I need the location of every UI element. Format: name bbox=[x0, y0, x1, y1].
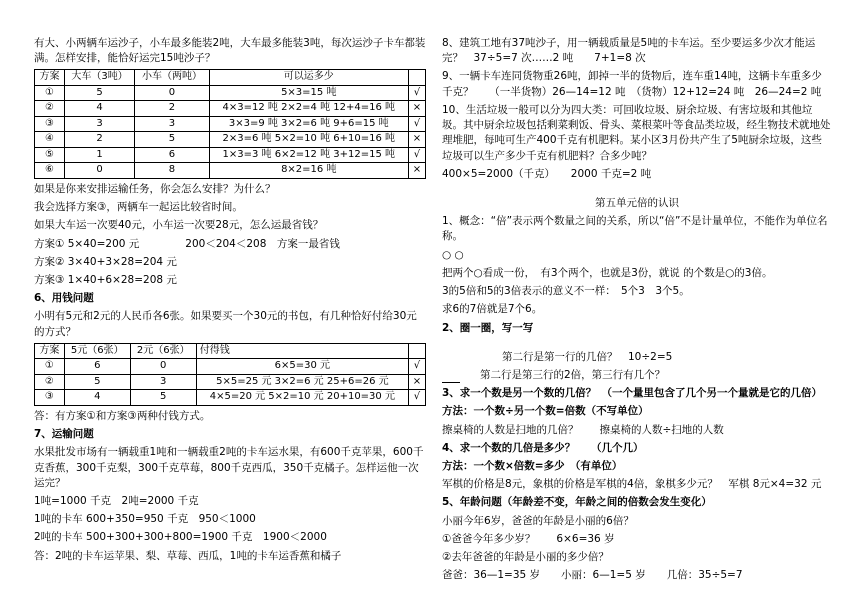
section-3-method: 方法：一个数÷另一个数=倍数（不写单位） bbox=[442, 405, 649, 418]
table-row bbox=[35, 390, 426, 406]
table-cell: × bbox=[408, 132, 425, 148]
table-cell: 4×5=20 元 5×2=10 元 20+10=30 元 bbox=[196, 390, 408, 406]
left-column bbox=[34, 36, 426, 567]
section-3-example: 擦桌椅的人数是扫地的几倍？ 擦桌椅的人数÷扫地的人数 bbox=[442, 423, 724, 436]
table-cell: 1×3=3 吨 6×2=12 吨 3+12=15 吨 bbox=[209, 147, 408, 163]
money-heading: 6、用钱问题 bbox=[34, 292, 94, 305]
cost-plan-2: 方案② 3×40+3×28=204 元 bbox=[34, 255, 177, 268]
table-cell: ① bbox=[35, 85, 65, 101]
table-cell: √ bbox=[408, 116, 425, 132]
cost-compare: 200＜204＜208 方案一最省钱 bbox=[185, 237, 340, 250]
section-5-line-3: ②去年爸爸的年龄是小丽的多少倍？ bbox=[442, 551, 609, 564]
transport-question: 水果批发市场有一辆载重1吨和一辆载重2吨的卡车运水果，有600千克苹果，600千克香蕉，300千克梨，300千克草莓，800千克西瓜，350千克橘子。怎样运他一次运完？ bbox=[34, 446, 424, 489]
intro-text: 有大、小两辆车运沙子，小车最多能装2吨，大车最多能装3吨，每次运沙子卡车都装满。怎样安排，能恰好运完15吨沙子？ bbox=[34, 37, 426, 65]
table-row bbox=[35, 163, 426, 179]
table-cell: 3 bbox=[135, 116, 209, 132]
table-cell: √ bbox=[408, 147, 425, 163]
table-header bbox=[408, 70, 425, 86]
table-cell: 0 bbox=[64, 163, 134, 179]
money-plan-table bbox=[34, 343, 426, 406]
cost-plan-3: 方案③ 1×40+6×28=208 元 bbox=[34, 274, 177, 287]
circle-q2-line bbox=[442, 368, 832, 383]
question-8: 8、建筑工地有37吨沙子，用一辆载质量是5吨的卡车运。至少要运多少次才能运完？ 37÷5=7 次……2 吨 7+1=8 次 bbox=[442, 37, 816, 65]
table-cell: √ bbox=[408, 85, 425, 101]
table-cell: 4 bbox=[64, 101, 134, 117]
concept-text: 1、概念：“倍”表示两个数量之间的关系，所以“倍”不是计量单位，不能作为单位名称。 bbox=[442, 215, 828, 243]
table-cell: 5×3=15 吨 bbox=[209, 85, 408, 101]
transport-answer: 答：2吨的卡车运苹果、梨、草莓、西瓜，1吨的卡车运香蕉和橘子 bbox=[34, 549, 342, 562]
section-4-example: 军棋的价格是8元，象棋的价格是军棋的4倍，象棋多少元？ 军棋 8元×4=32 元 bbox=[442, 478, 822, 491]
table-header: 大车（3吨） bbox=[64, 70, 134, 86]
table-cell: 2×3=6 吨 5×2=10 吨 6+10=16 吨 bbox=[209, 132, 408, 148]
circle-q1: 第二行是第一行的几倍？ 10÷2=5 bbox=[502, 350, 673, 363]
truck-plan-table bbox=[34, 69, 426, 179]
concept-line-1: 把两个○看成一份， 有3个两个，也就是3份，就说 的个数是○的3倍。 bbox=[442, 266, 773, 279]
table-cell: √ bbox=[408, 390, 425, 406]
concept-line-2: 3的5倍和5的3倍表示的意义不一样： 5个3 3个5。 bbox=[442, 285, 690, 298]
money-question: 小明有5元和2元的人民币各6张。如果要买一个30元的书包，有几种恰好付给30元的方式？ bbox=[34, 310, 417, 338]
table-cell: 6×5=30 元 bbox=[196, 359, 408, 375]
transport-line-3: 2吨的卡车 500+300+300+800=1900 千克 1900＜2000 bbox=[34, 531, 327, 544]
table-cell: 2 bbox=[135, 101, 209, 117]
table-header: 方案 bbox=[35, 343, 65, 359]
table-cell: 5 bbox=[64, 374, 130, 390]
transport-line-2: 1吨的卡车 600+350=950 千克 950＜1000 bbox=[34, 513, 256, 526]
cost-plan-1: 方案① 5×40=200 元 bbox=[34, 237, 140, 250]
table-cell: 4 bbox=[64, 390, 130, 406]
table-cell: ③ bbox=[35, 390, 65, 406]
table-row bbox=[35, 147, 426, 163]
table-cell: × bbox=[408, 101, 425, 117]
section-5-line-2: ①爸爸今年多少岁？ 6×6=36 岁 bbox=[442, 532, 615, 545]
arrange-question: 如果是你来安排运输任务，你会怎么安排？为什么？ bbox=[34, 182, 276, 195]
table-cell: × bbox=[408, 374, 425, 390]
question-10: 10、生活垃圾一般可以分为四大类：可回收垃圾、厨余垃圾、有害垃圾和其他垃圾。其中厨余垃圾包括剩菜剩饭、骨头、菜根菜叶等食品类垃圾，经生物技术就地处理堆肥，每吨可生产400千克有机肥料。某小区3月份共产生了5吨厨余垃圾，这些垃圾可以生产多少千克有机肥料？合多少吨？ bbox=[442, 103, 831, 162]
table-cell: 5 bbox=[64, 85, 134, 101]
table-cell: 5×5=25 元 3×2=6 元 25+6=26 元 bbox=[196, 374, 408, 390]
table-row bbox=[35, 101, 426, 117]
table-header: 5元（6张） bbox=[64, 343, 130, 359]
table-row bbox=[35, 132, 426, 148]
table-cell: 8×2=16 吨 bbox=[209, 163, 408, 179]
cost-line-1 bbox=[34, 237, 426, 252]
table-cell: ⑥ bbox=[35, 163, 65, 179]
table-header: 小车（两吨） bbox=[135, 70, 209, 86]
concept-line-3: 求6的7倍就是7个6。 bbox=[442, 303, 543, 316]
table-cell: 5 bbox=[135, 132, 209, 148]
table-cell: 0 bbox=[135, 85, 209, 101]
table-cell: 3×3=9 吨 3×2=6 吨 9+6=15 吨 bbox=[209, 116, 408, 132]
question-10-answer: 400×5=2000（千克） 2000 千克=2 吨 bbox=[442, 167, 652, 180]
circle-heading: 2、圈一圈，写一写 bbox=[442, 321, 534, 334]
table-cell: 1 bbox=[64, 147, 134, 163]
table-header: 可以运多少 bbox=[209, 70, 408, 86]
table-cell: 6 bbox=[64, 359, 130, 375]
circle-figure: ○ ○ bbox=[442, 248, 464, 261]
section-5-heading: 5、年龄问题（年龄差不变，年龄之间的倍数会发生变化） bbox=[442, 496, 712, 509]
transport-line-1: 1吨=1000 千克 2吨=2000 千克 bbox=[34, 495, 199, 507]
table-cell: 2 bbox=[64, 132, 134, 148]
section-3-heading: 3、求一个数是另一个数的几倍？ （一个量里包含了几个另一个量就是它的几倍） bbox=[442, 387, 823, 400]
table-header bbox=[408, 343, 425, 359]
table-header-row bbox=[35, 343, 426, 359]
arrange-answer: 我会选择方案③，两辆车一起运比较省时间。 bbox=[34, 201, 243, 214]
table-row bbox=[35, 85, 426, 101]
table-row bbox=[35, 116, 426, 132]
table-cell: ③ bbox=[35, 116, 65, 132]
table-cell: ① bbox=[35, 359, 65, 375]
section-4-method: 方法：一个数×倍数=多少 （有单位） bbox=[442, 460, 623, 473]
table-header-row bbox=[35, 70, 426, 86]
table-cell: √ bbox=[408, 359, 425, 375]
transport-heading: 7、运输问题 bbox=[34, 428, 94, 441]
table-cell: 6 bbox=[135, 147, 209, 163]
table-row bbox=[35, 374, 426, 390]
table-header: 2元（6张） bbox=[130, 343, 196, 359]
table-row bbox=[35, 359, 426, 375]
answer-blank bbox=[442, 372, 460, 383]
table-cell: ② bbox=[35, 374, 65, 390]
right-column bbox=[442, 36, 832, 587]
section-4-heading: 4、求一个数的几倍是多少？ （几个几） bbox=[442, 441, 644, 454]
section-5-line-4: 爸爸：36—1=35 岁 小丽：6—1=5 岁 几倍：35÷5=7 bbox=[442, 569, 743, 582]
table-cell: × bbox=[408, 163, 425, 179]
table-cell: ② bbox=[35, 101, 65, 117]
table-cell: 4×3=12 吨 2×2=4 吨 12+4=16 吨 bbox=[209, 101, 408, 117]
table-cell: ④ bbox=[35, 132, 65, 148]
question-9: 9、一辆卡车连同货物重26吨，卸掉一半的货物后，连车重14吨，这辆卡车重多少千克？ （一半货物）26—14=12 吨 （货物）12+12=24 吨 26—24=2 吨 bbox=[442, 70, 822, 98]
table-header: 付得钱 bbox=[196, 343, 408, 359]
table-cell: 5 bbox=[130, 390, 196, 406]
money-answer: 答：有方案①和方案③两种付钱方式。 bbox=[34, 409, 211, 422]
table-cell: 3 bbox=[130, 374, 196, 390]
section-5-line-1: 小丽今年6岁，爸爸的年龄是小丽的6倍？ bbox=[442, 514, 634, 527]
circle-q2: 第二行是第三行的2倍，第三行有几个？ bbox=[480, 368, 666, 381]
table-cell: 0 bbox=[130, 359, 196, 375]
table-header: 方案 bbox=[35, 70, 65, 86]
table-cell: ⑤ bbox=[35, 147, 65, 163]
unit-title: 第五单元倍的认识 bbox=[595, 196, 679, 209]
cost-question: 如果大车运一次要40元，小车运一次要28元，怎么运最省钱？ bbox=[34, 219, 324, 232]
table-cell: 3 bbox=[64, 116, 134, 132]
table-cell: 8 bbox=[135, 163, 209, 179]
